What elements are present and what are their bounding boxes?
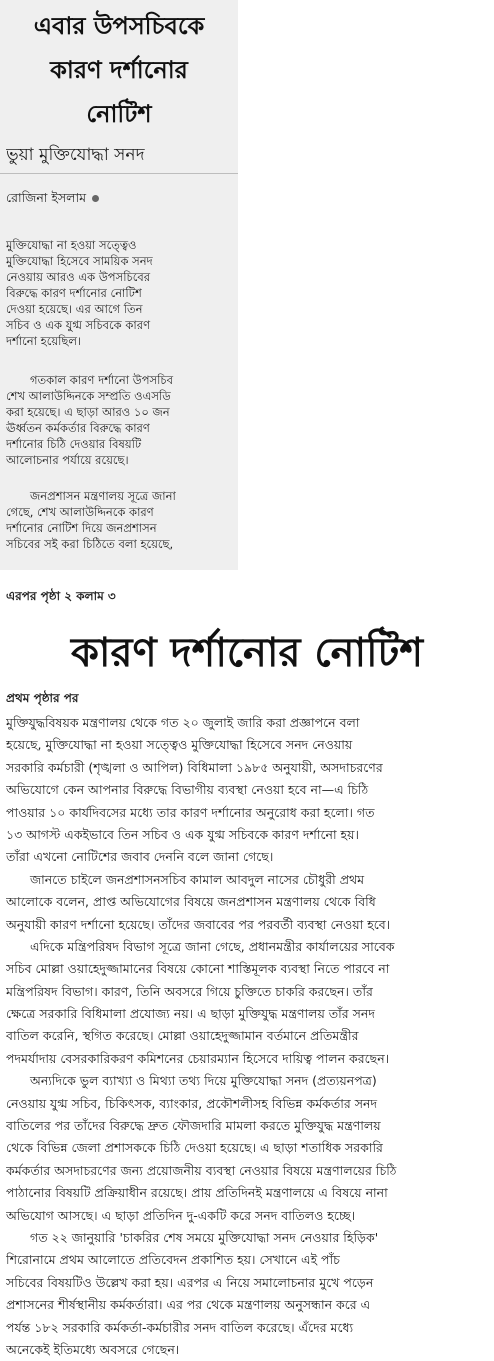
body-line: দর্শানোর চিঠি দেওয়ার বিষয়টি [6, 437, 142, 451]
body-line: আলোচনার পর্যায়ে রয়েছে। [6, 453, 129, 467]
body-line: সচিবের বিষয়টিও উল্লেখ করা হয়। এরপর এ নিয়ে সমালোচনার মুখে পড়েন [6, 1274, 374, 1290]
body-line: দর্শানো হয়েছিল। [6, 334, 82, 348]
story1-body [6, 237, 232, 349]
body-line: পাঠানোর বিষয়টি প্রক্রিয়াধীন রয়েছে। প্রায় প্রতিদিনই মন্ত্রণালয়ে এ বিষয়ে নানা [6, 1185, 388, 1201]
body-line: পাওয়ার ১০ কার্যদিবসের মধ্যে তার কারণ দর্শানোর অনুরোধ করা হলো। গত [6, 804, 375, 820]
body-line: নেওয়ায় যুগ্ম সচিব, চিকিৎসক, ব্যাংকার, প্রকৌশলীসহ বিভিন্ন কর্মকর্তার সনদ [6, 1095, 378, 1111]
body-line: বাতিলের পর তাঁদের বিরুদ্ধে দ্রুত ফৌজদারি মামলা করতে মুক্তিযুদ্ধ মন্ত্রণালয় [6, 1118, 381, 1134]
body-line: পর্যন্ত ১৮২ সরকারি কর্মকর্তা-কর্মচারীর সনদ বাতিল করেছে। এঁদের মধ্যে [6, 1319, 354, 1335]
body-line: থেকে বিভিন্ন জেলা প্রশাসককে চিঠি দেওয়া হয়েছে। এ ছাড়া শতাধিক সরকারি [6, 1140, 383, 1156]
body-line: নেওয়ায় আরও এক উপসচিবের [6, 270, 151, 284]
body-line: অনেকেই ইতিমধ্যে অবসরে গেছেন। [6, 1341, 180, 1357]
body-line: অভিযোগে কেন আপনার বিরুদ্ধে বিভাগীয় ব্যবস্থা নেওয়া হবে না—এ চিঠি [6, 782, 369, 798]
body-line: ক্ষেত্রে সরকারি বিধিমালা প্রযোজ্য নয়। এ ছাড়া মুক্তিযুদ্ধ মন্ত্রণালয় তাঁর সনদ [6, 1006, 375, 1022]
body-line: মুক্তিযোদ্ধা হিসেবে সাময়িক সনদ [6, 254, 153, 268]
body-line: দেওয়া হয়েছে। এর আগে তিন [6, 302, 143, 316]
body-line: অনুযায়ী কারণ দর্শানো হয়েছে। তাঁদের জবাবের পর পরবর্তী ব্যবস্থা নেওয়া হবে। [6, 916, 391, 932]
story1-body [6, 488, 232, 552]
body-line: মুক্তিযোদ্ধা না হওয়া সত্ত্বেও [6, 238, 137, 252]
headline-line: নোটিশ [86, 100, 152, 128]
body-line: করা হয়েছে। এ ছাড়া আরও ১০ জন [6, 405, 170, 419]
body-line: মুক্তিযুদ্ধবিষয়ক মন্ত্রণালয় থেকে গত ২০ জুলাই জারি করা প্রজ্ঞাপনে বলা [6, 715, 360, 730]
jump-line: এরপর পৃষ্ঠা ২ কলাম ৩ [6, 589, 116, 603]
headline-line: এবার উপসচিবকে [33, 12, 205, 40]
body-line: জানতে চাইলে জনপ্রশাসনসচিব কামাল আবদুল নাসের চৌধুরী প্রথম [30, 871, 365, 887]
bullet-icon [92, 195, 99, 202]
body-line: জনপ্রশাসন মন্ত্রণালয় সূত্রে জানা [30, 489, 176, 503]
body-line: গেছে, শেখ আলাউদ্দিনকে কারণ [6, 505, 154, 519]
body-line: শিরোনামে প্রথম আলোতে প্রতিবেদন প্রকাশিত হয়। সেখানে এই পাঁচ [6, 1252, 340, 1268]
body-line: মন্ত্রিপরিষদ বিভাগ। কারণ, তিনি অবসরে গিয়ে চুক্তিতে চাকরি করছেন। তাঁর [6, 983, 373, 999]
body-line: গতকাল কারণ দর্শানো উপসচিব [30, 373, 174, 387]
subheadline: ভুয়া মুক্তিযোদ্ধা সনদ [6, 145, 145, 165]
body-line: অন্যদিকে ভুল ব্যাখ্যা ও মিথ্যা তথ্য দিয়ে মুক্তিযোদ্ধা সনদ (প্রত্যয়নপত্র) [30, 1073, 377, 1089]
byline [6, 188, 232, 208]
body-line: গত ২২ জানুয়ারি 'চাকরির শেষ সময়ে মুক্তিযোদ্ধা সনদ নেওয়ার হিড়িক' [30, 1229, 379, 1245]
body-line: এদিকে মন্ত্রিপরিষদ বিভাগ সূত্রে জানা গেছে, প্রধানমন্ত্রীর কার্যালয়ের সাবেক [30, 938, 395, 954]
body-line: দর্শানোর নোটিশ দিয়ে জনপ্রশাসন [6, 521, 157, 535]
body-line: বিরুদ্ধে কারণ দর্শানোর নোটিশ [6, 286, 142, 300]
body-line: পদমর্যাদায় বেসরকারিকরণ কমিশনের চেয়ারম্যান হিসেবে দায়িত্ব পালন করছেন। [6, 1050, 390, 1066]
byline-author: রোজিনা ইসলাম [6, 190, 87, 205]
story2-body [6, 712, 488, 1361]
continuation-headline: কারণ দর্শানোর নোটিশ [70, 630, 424, 676]
body-line: হয়েছে, মুক্তিযোদ্ধা না হওয়া সত্ত্বেও মুক্তিযোদ্ধা হিসেবে সনদ নেওয়ায় [6, 737, 353, 753]
divider [0, 173, 238, 174]
body-line: বাতিল করেনি, স্থগিত করেছে। মোল্লা ওয়াহেদুজ্জামান বর্তমানে প্রতিমন্ত্রীর [6, 1028, 359, 1044]
body-line: ঊর্ধ্বতন কর্মকর্তার বিরুদ্ধে কারণ [6, 421, 150, 435]
body-line: সচিব ও এক যুগ্ম সচিবকে কারণ [6, 318, 151, 332]
body-line: সচিব মোল্লা ওয়াহেদুজ্জামানের বিষয়ে কোনো শাস্তিমূলক ব্যবস্থা নিতে পারবে না [6, 961, 390, 977]
continued-label: প্রথম পৃষ্ঠার পর [6, 691, 79, 705]
story1-body [6, 372, 232, 468]
body-line: শেখ আলাউদ্দিনকে সম্প্রতি ওএসডি [6, 389, 171, 403]
body-line: অভিযোগ আসছে। এ ছাড়া প্রতিদিন দু-একটি করে সনদ বাতিলও হচ্ছে। [6, 1207, 356, 1223]
body-line: সরকারি কর্মচারী (শৃঙ্খলা ও আপিল) বিধিমালা ১৯৮৫ অনুযায়ী, অসদাচরণের [6, 759, 383, 775]
body-line: ১৩ আগস্ট একইভাবে তিন সচিব ও এক যুগ্ম সচিবকে কারণ দর্শানো হয়। [6, 826, 359, 842]
body-line: তাঁরা এখনো নোটিশের জবাব দেননি বলে জানা গেছে। [6, 849, 274, 865]
body-line: সচিবের সই করা চিঠিতে বলা হয়েছে, [6, 537, 174, 551]
front-page-story [0, 0, 238, 570]
headline-line: কারণ দর্শানোর [50, 56, 188, 84]
body-line: কর্মকর্তার অসদাচরণের জন্য প্রয়োজনীয় ব্যবস্থা নেওয়ার বিষয়ে মন্ত্রণালয়ের চিঠি [6, 1162, 397, 1178]
body-line: প্রশাসনের শীর্ষস্থানীয় কর্মকর্তারা। এর পর থেকে মন্ত্রণালয় অনুসন্ধান করে এ [6, 1297, 371, 1313]
body-line: আলোকে বলেন, প্রাপ্ত অভিযোগের বিষয়ে জনপ্রশাসন মন্ত্রণালয় থেকে বিধি [6, 894, 376, 910]
